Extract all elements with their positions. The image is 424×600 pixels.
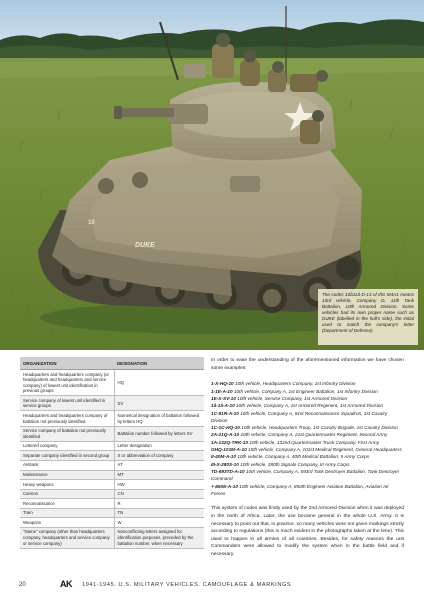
organization-cell: Headquarters and headquarters company of battalion not previously identified <box>20 411 114 426</box>
code-example <box>211 461 404 468</box>
table-row <box>20 451 204 461</box>
publisher-logo: AK <box>60 579 72 589</box>
designation-cell: X or abbreviation of company <box>114 451 204 461</box>
organization-cell: Separate company identified in second group <box>20 451 114 461</box>
designation-cell: W <box>114 518 204 528</box>
code-value: 1C-91R-A-10 <box>211 410 239 416</box>
code-example <box>211 453 404 460</box>
code-description: 10th vehicle, 280th Signals Company, III Army Corps <box>240 461 350 467</box>
code-value: +-850E-A-10 <box>211 483 238 489</box>
organization-cell: Lettered company <box>20 441 114 451</box>
organization-cell: Cannon <box>20 489 114 499</box>
code-value: 1-X-HQ-10 <box>211 381 234 387</box>
code-example <box>211 410 404 425</box>
book-title: 1941-1945. U.S. MILITARY VEHICLES. CAMOUFLAGE & MARKINGS <box>82 582 292 588</box>
code-value: 2A-21Q-A-10 <box>211 432 240 438</box>
organization-table <box>20 357 204 549</box>
table-row <box>20 370 204 396</box>
organization-cell: "Name" company (other than headquarters company, headquarters and service company or service company) <box>20 527 114 548</box>
table-row <box>20 499 204 509</box>
code-value: 1E-X-SV-10 <box>211 395 236 401</box>
code-description: 10th vehicle, Company A, 693rd Tank Destroyer Battalion, Tank Destroyer Command <box>211 469 400 482</box>
column-header-organization: ORGANIZATION <box>20 357 114 370</box>
designation-cell: AT <box>114 460 204 470</box>
code-value: II-40M-A-10 <box>211 454 237 460</box>
code-value: 1-1E-A-10 <box>211 388 233 394</box>
code-example <box>211 388 404 395</box>
page-footer <box>0 578 424 592</box>
closing-paragraph: This system of codes was firstly used by the 2nd Armored Division when it was deployed in the north of Africa. Later, the use became general in the whole U.S. Army. It is necessary to point out that, in practice, so many vehicles were not given markings strictly according to regulations (this is much evident in the photographs taken at the time). This used to happen in all armies of all countries. Besides, for safety reasons the unit Commanders were allowed to modify the system when in the battle field and if necessary. <box>211 506 404 557</box>
table-row <box>20 527 204 548</box>
designation-cell: HQ <box>114 370 204 396</box>
code-example <box>211 380 404 387</box>
code-value: TD-693TD-A-10 <box>211 469 245 475</box>
code-example <box>211 424 404 431</box>
page-number: 20 <box>19 582 26 588</box>
table-header-row <box>20 357 204 370</box>
designation-cell: Nonconflicting letters assigned for identification purposes, preceded by the battalion number, when necessary <box>114 527 204 548</box>
code-description: 10th vehicle, Company A, 101st Medical Regiment, General Headquarters <box>248 447 402 453</box>
designation-cell: Numerical designation of battalion followed by letters HQ <box>114 411 204 426</box>
table-row <box>20 396 204 411</box>
code-example <box>211 395 404 402</box>
code-description: 10th vehicle, Company A, 21st Quartermaster Regiment, Second Army <box>240 432 388 438</box>
code-value: III-X-280S-10 <box>211 461 239 467</box>
code-value: 1â-1â-A-10 <box>211 403 235 409</box>
organization-cell: Heavy weapons <box>20 480 114 490</box>
code-example <box>211 483 404 498</box>
code-description: 10th vehicle, Company A, 1st Engineer Battalion, 1st Infantry Division <box>233 388 378 394</box>
designation-cell: SV <box>114 396 204 411</box>
column-header-designation: DESIGNATION <box>114 357 204 370</box>
code-example <box>211 402 404 409</box>
code-examples-list <box>211 380 404 497</box>
intro-paragraph: In order to ease the understanding of the aforementioned information we have chosen some examples: <box>211 358 404 371</box>
designation-cell: HW <box>114 480 204 490</box>
organization-cell: Service company of battalion not previously identified <box>20 426 114 441</box>
designation-cell: TN <box>114 508 204 518</box>
code-value: 1C-1C-HQ-10 <box>211 425 240 431</box>
organization-cell: Headquarters and headquarters company (or headquarters and headquarters and service company) of lowest unit identification in previous groups <box>20 370 114 396</box>
code-value: GHQ-101M-A-10 <box>211 447 247 453</box>
code-description: 10th vehicle, Company A, 1st Armored Regiment, 1st Armored Division <box>236 403 383 409</box>
table-row <box>20 426 204 441</box>
table-row <box>20 411 204 426</box>
table-row <box>20 480 204 490</box>
designation-cell: R <box>114 499 204 509</box>
table-row <box>20 460 204 470</box>
organization-cell: Train <box>20 508 114 518</box>
code-description: 10th vehicle, Service Company, 1st Armored Division <box>237 395 348 401</box>
code-description: 10th vehicle, Headquarters Company, 1st Infantry Division <box>234 381 356 387</box>
svg-text:DUKE: DUKE <box>135 242 155 249</box>
code-example <box>211 431 404 438</box>
code-description: 10th vehicle, Headquarters Troop, 1st Cavalry Brigade, 1st Cavalry Division <box>241 425 398 431</box>
code-description: 10th vehicle, 132nd Quartermaster Truck Company, First Army <box>249 439 379 445</box>
table-row <box>20 489 204 499</box>
table-row <box>20 508 204 518</box>
designation-cell: Letter designation <box>114 441 204 451</box>
code-description: 10th vehicle, Company A, 40th Medical Battalion, II Army Corps <box>237 454 370 460</box>
code-description: 10th vehicle, Company A, 91st Reconnaissance Squadron, 1st Cavalry Division <box>211 410 388 423</box>
organization-cell: Maintenance <box>20 470 114 480</box>
code-example <box>211 468 404 483</box>
organization-cell: Weapons <box>20 518 114 528</box>
table-row <box>20 470 204 480</box>
code-example <box>211 446 404 453</box>
organization-cell: Service company of lowest unit identified in service groups <box>20 396 114 411</box>
code-example <box>211 439 404 446</box>
organization-cell: Reconnaissance <box>20 499 114 509</box>
code-description: 10th vehicle, Company A, 850th Engineer Aviation Battalion, Aviation Air Forces <box>211 483 389 497</box>
designation-cell: MT <box>114 470 204 480</box>
table-row <box>20 518 204 528</box>
designation-cell: CN <box>114 489 204 499</box>
svg-text:10: 10 <box>88 220 95 226</box>
organization-cell: Antitank <box>20 460 114 470</box>
article-text <box>211 357 404 559</box>
designation-cell: Battalion number followed by letters SV <box>114 426 204 441</box>
photo-caption: The codes 10â11â-D-13 of this M4A1 means 13rd vehicle, Company D, 11th Tank Battalion, 10th Armored Division. Some vehicles had its own proper name such as DUKE (labelled in the hull's side), the initial used to match the company's letter (Department of Defense) <box>318 289 418 345</box>
table-row <box>20 441 204 451</box>
code-value: 1A-132Q-TRK-10 <box>211 439 248 445</box>
